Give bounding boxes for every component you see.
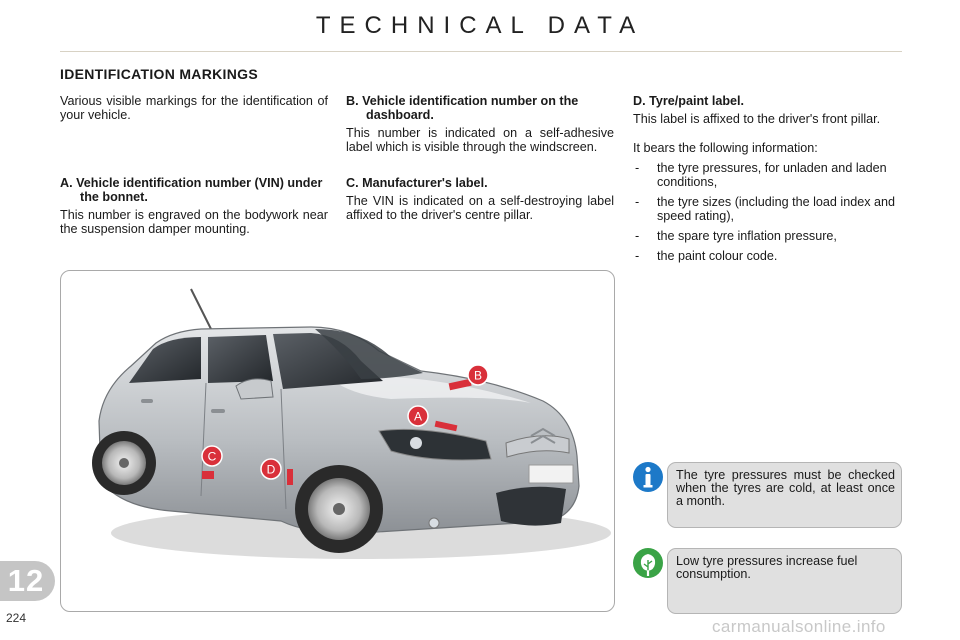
item-b-title: B. Vehicle identification number on the dashboard. xyxy=(346,94,579,122)
list-item: - the tyre sizes (including the load index and speed rating), xyxy=(633,195,901,223)
info-icon xyxy=(632,461,664,493)
svg-text:D: D xyxy=(266,462,276,477)
marker-a xyxy=(408,406,428,426)
list-item: - the spare tyre inflation pressure, xyxy=(633,229,901,243)
page-title: TECHNICAL DATA xyxy=(315,12,645,39)
marker-c xyxy=(202,446,222,466)
item-a xyxy=(60,176,328,236)
vehicle-figure xyxy=(60,270,615,612)
eco-note-text: Low tyre pressures increase fuel consumption. xyxy=(676,554,858,581)
item-d-body: This label is affixed to the driver's front pillar. xyxy=(633,112,881,126)
list-item: - the tyre pressures, for unladen and laden conditions, xyxy=(633,161,901,189)
info-note-text: The tyre pressures must be checked when the tyres are cold, at least once a month. xyxy=(676,468,895,508)
svg-text:A: A xyxy=(413,409,423,424)
car-illustration xyxy=(61,271,614,611)
leaf-icon xyxy=(632,547,664,579)
item-c-title: C. Manufacturer's label. xyxy=(346,176,488,190)
marker-d xyxy=(261,459,281,479)
item-c-body: The VIN is indicated on a self-destroying label affixed to the driver's centre pillar. xyxy=(346,194,614,222)
marker-b xyxy=(468,365,488,385)
chapter-number: 12 xyxy=(7,563,45,598)
item-d xyxy=(633,94,901,269)
item-b-body: This number is indicated on a self-adhesive label which is visible through the windscreen. xyxy=(346,126,614,154)
list-item: - the paint colour code. xyxy=(633,249,901,263)
item-c xyxy=(346,176,614,222)
watermark: carmanualsonline.info xyxy=(712,617,886,636)
eco-note xyxy=(667,548,902,614)
item-a-title: A. Vehicle identification number (VIN) under the bonnet. xyxy=(60,176,323,204)
item-b xyxy=(346,94,614,154)
item-a-body: This number is engraved on the bodywork near the suspension damper mounting. xyxy=(60,208,328,236)
svg-text:C: C xyxy=(207,449,217,464)
item-d-title: D. Tyre/paint label. xyxy=(633,94,745,108)
tyre-info-list xyxy=(633,161,901,263)
page-number: 224 xyxy=(6,611,27,625)
intro-text: Various visible markings for the identification of your vehicle. xyxy=(60,94,328,122)
info-note xyxy=(667,462,902,528)
item-d-list-intro: It bears the following information: xyxy=(633,141,818,155)
section-title: IDENTIFICATION MARKINGS xyxy=(60,66,258,82)
svg-text:B: B xyxy=(473,368,483,383)
title-divider xyxy=(60,51,902,52)
